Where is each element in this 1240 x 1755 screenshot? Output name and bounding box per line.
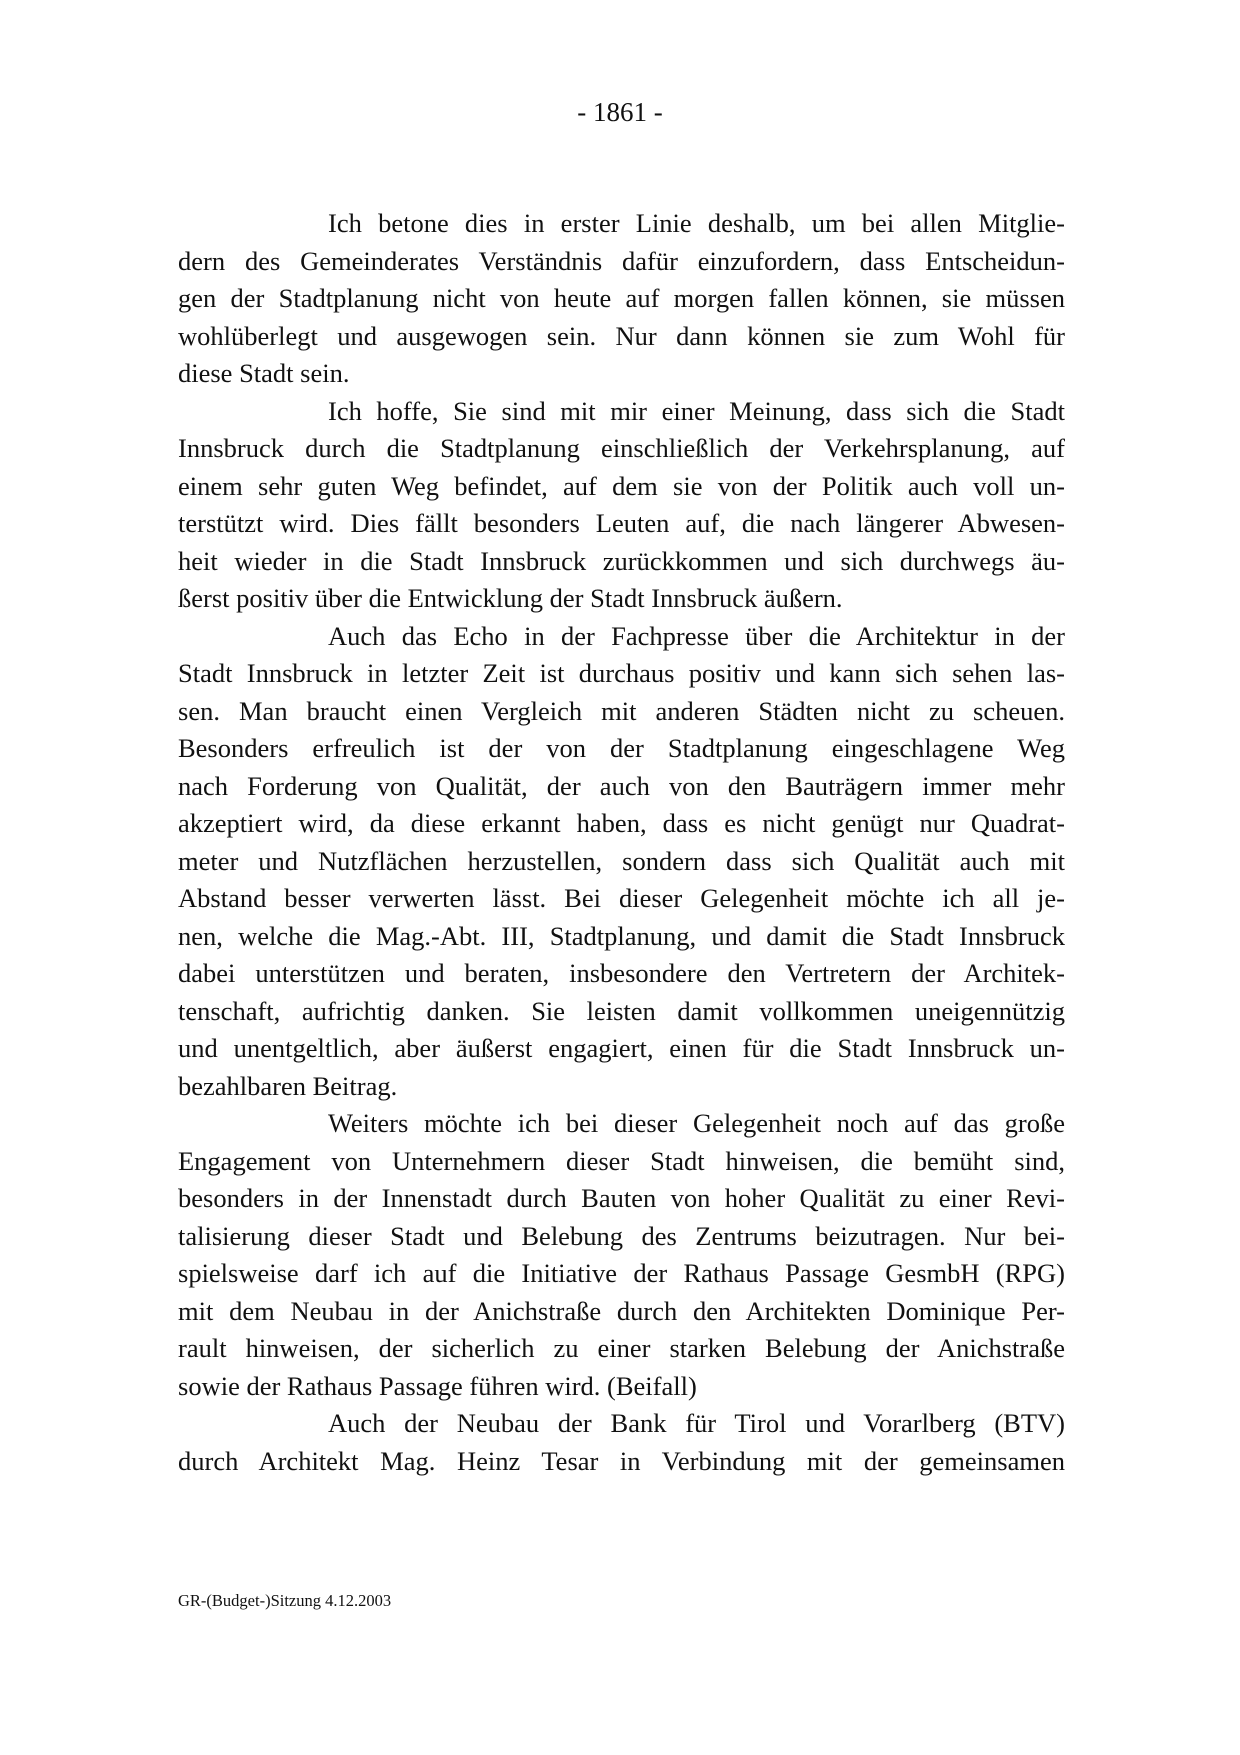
paragraph	[178, 618, 1065, 1106]
text-line: Innsbruck durch die Stadtplanung einschließlich der Verkehrsplanung, auf	[178, 433, 1065, 463]
text-line: Stadt Innsbruck in letzter Zeit ist durchaus positiv und kann sich sehen las-	[178, 658, 1065, 688]
page-number: - 1861 -	[577, 97, 663, 127]
paragraph	[178, 1405, 1065, 1480]
text-line: akzeptiert wird, da diese erkannt haben, dass es nicht genügt nur Quadrat-	[178, 808, 1065, 838]
text-line: sen. Man braucht einen Vergleich mit anderen Städten nicht zu scheuen.	[178, 695, 1065, 726]
text-line: meter und Nutzflächen herzustellen, sondern dass sich Qualität auch mit	[178, 845, 1065, 876]
text-line: besonders in der Innenstadt durch Bauten von hoher Qualität zu einer Revi-	[178, 1183, 1065, 1213]
text-line: Ich hoffe, Sie sind mit mir einer Meinung, dass sich die Stadt	[328, 395, 1065, 426]
text-line: terstützt wird. Dies fällt besonders Leuten auf, die nach längerer Abwesen-	[178, 508, 1065, 538]
text-line: und unentgeltlich, aber äußerst engagiert, einen für die Stadt Innsbruck un-	[178, 1033, 1065, 1063]
text-line: durch Architekt Mag. Heinz Tesar in Verbindung mit der gemeinsamen	[178, 1445, 1065, 1476]
text-line: talisierung dieser Stadt und Belebung des Zentrums beizutragen. Nur bei-	[178, 1220, 1065, 1251]
text-line: wohlüberlegt und ausgewogen sein. Nur dann können sie zum Wohl für	[178, 320, 1065, 351]
paragraph	[178, 205, 1065, 393]
text-line: Ich betone dies in erster Linie deshalb, um bei allen Mitglie-	[328, 208, 1065, 238]
text-line: gen der Stadtplanung nicht von heute auf morgen fallen können, sie müssen	[178, 283, 1065, 313]
text-line: Weiters möchte ich bei dieser Gelegenheit noch auf das große	[328, 1108, 1065, 1138]
text-line: mit dem Neubau in der Anichstraße durch den Architekten Dominique Per-	[178, 1295, 1065, 1326]
text-line: spielsweise darf ich auf die Initiative der Rathaus Passage GesmbH (RPG)	[178, 1258, 1065, 1288]
text-line: bezahlbaren Beitrag.	[178, 1070, 398, 1101]
text-line: Abstand besser verwerten lässt. Bei dieser Gelegenheit möchte ich all je-	[178, 883, 1065, 913]
text-line: diese Stadt sein.	[178, 358, 350, 388]
text-line: Engagement von Unternehmern dieser Stadt hinweisen, die bemüht sind,	[178, 1145, 1065, 1176]
text-line: dabei unterstützen und beraten, insbesondere den Vertretern der Architek-	[178, 958, 1065, 988]
paragraph	[178, 1105, 1065, 1405]
text-line: nach Forderung von Qualität, der auch von den Bauträgern immer mehr	[178, 770, 1065, 801]
text-line: Besonders erfreulich ist der von der Stadtplanung eingeschlagene Weg	[178, 733, 1065, 763]
page-footer: GR-(Budget-)Sitzung 4.12.2003	[178, 1591, 392, 1610]
text-line: tenschaft, aufrichtig danken. Sie leisten damit vollkommen uneigennützig	[178, 995, 1065, 1026]
text-line: ßerst positiv über die Entwicklung der Stadt Innsbruck äußern.	[178, 583, 843, 613]
text-line: nen, welche die Mag.-Abt. III, Stadtplanung, und damit die Stadt Innsbruck	[178, 920, 1065, 951]
text-line: heit wieder in die Stadt Innsbruck zurückkommen und sich durchwegs äu-	[178, 545, 1065, 576]
text-line: dern des Gemeinderates Verständnis dafür einzufordern, dass Entscheidun-	[178, 245, 1065, 276]
text-line: einem sehr guten Weg befindet, auf dem sie von der Politik auch voll un-	[178, 470, 1065, 501]
paragraph	[178, 393, 1065, 618]
text-line: Auch der Neubau der Bank für Tirol und Vorarlberg (BTV)	[328, 1408, 1065, 1438]
text-line: rault hinweisen, der sicherlich zu einer starken Belebung der Anichstraße	[178, 1333, 1065, 1363]
document-body	[178, 205, 1065, 1480]
text-line: Auch das Echo in der Fachpresse über die Architektur in der	[328, 620, 1065, 651]
text-line: sowie der Rathaus Passage führen wird. (Beifall)	[178, 1370, 697, 1401]
